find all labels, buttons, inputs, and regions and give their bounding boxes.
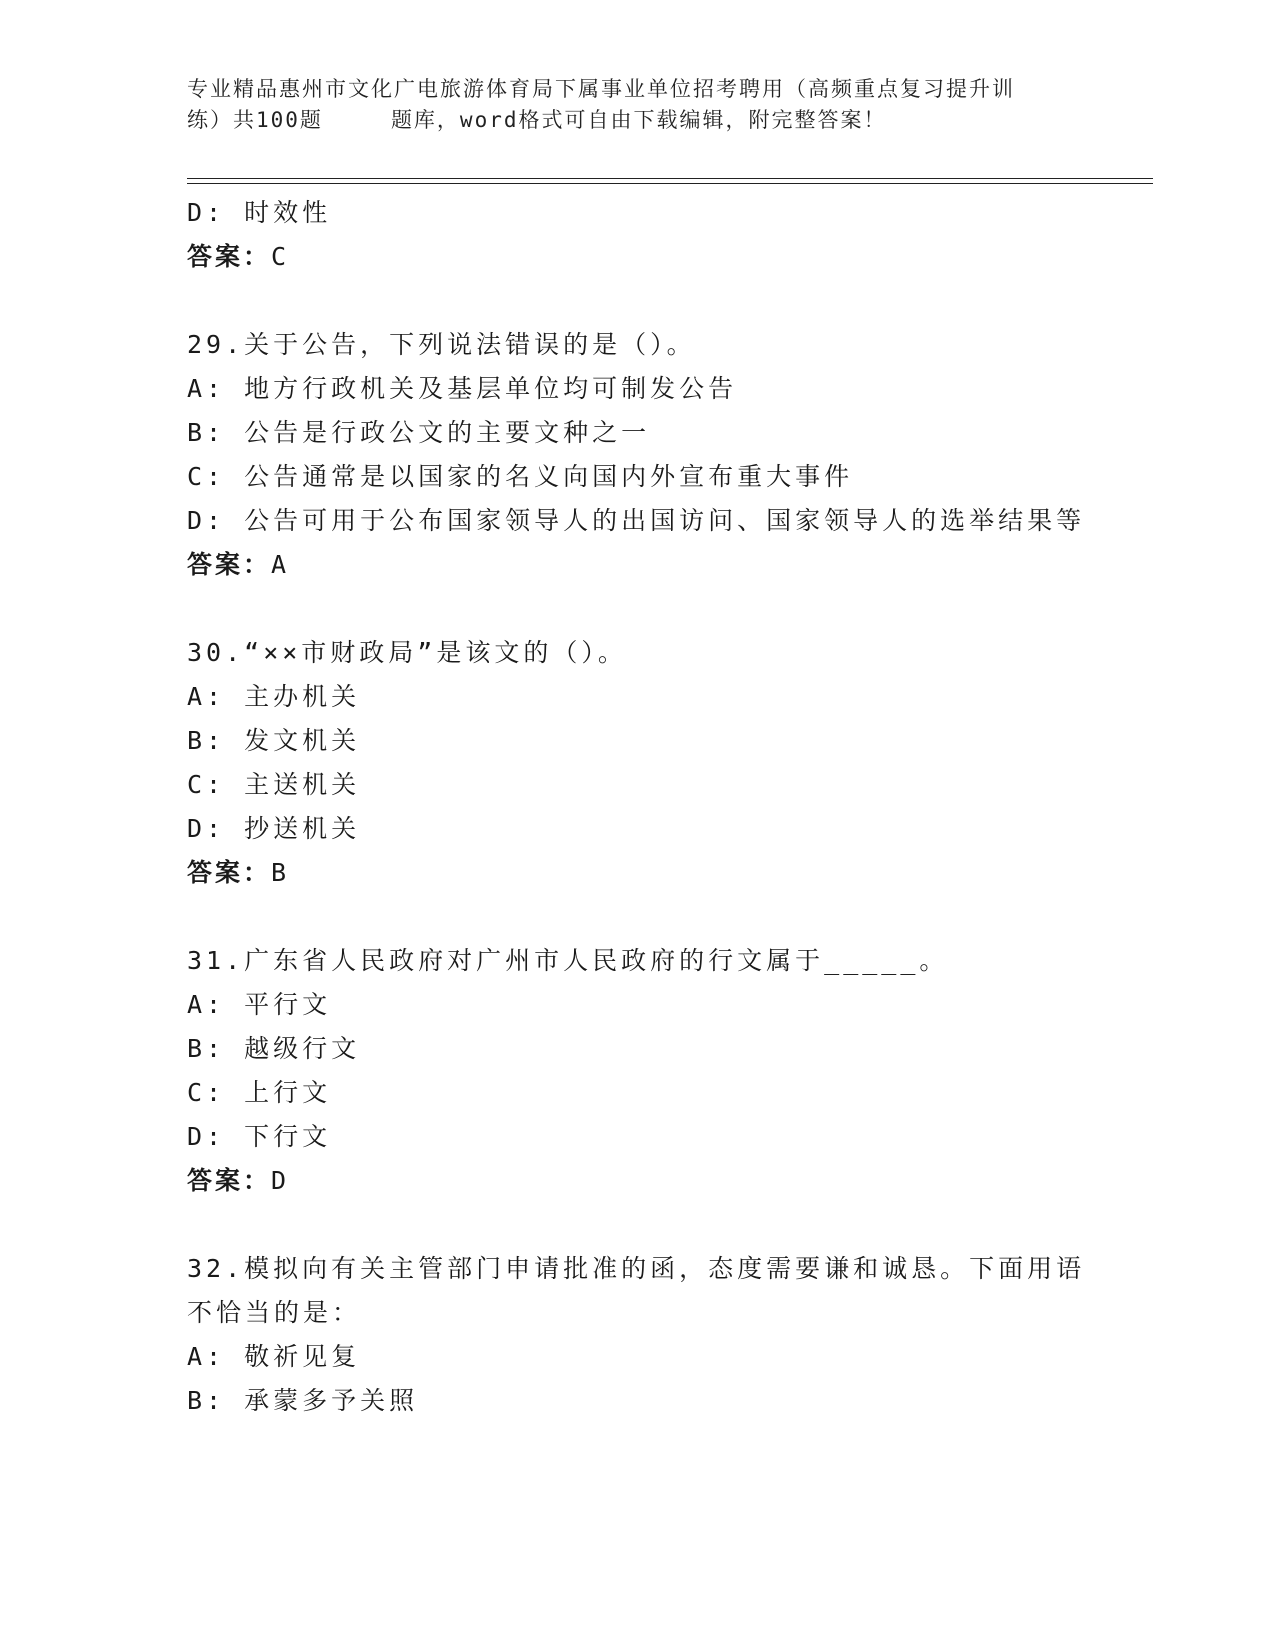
prev-answer-label: 答案： <box>187 242 272 271</box>
q29-option-b: B: 公告是行政公文的主要文种之一 <box>187 418 651 447</box>
q30-option-c: C: 主送机关 <box>187 770 361 799</box>
q30-option-d: D: 抄送机关 <box>187 814 361 843</box>
q29-option-c: C: 公告通常是以国家的名义向国内外宣布重大事件 <box>187 462 854 491</box>
header-line-1: 专业精品惠州市文化广电旅游体育局下属事业单位招考聘用（高频重点复习提升训 <box>187 77 1015 101</box>
q31-answer-value: D <box>271 1166 290 1195</box>
document-header <box>187 74 1087 136</box>
q31-answer-label: 答案： <box>187 1166 272 1195</box>
header-rule-top <box>187 178 1153 179</box>
q29-stem: 29.关于公告，下列说法错误的是（）。 <box>187 330 696 359</box>
q29-answer <box>187 545 289 581</box>
header-line-2-part-a: 练）共100题 <box>187 108 323 132</box>
header-line-2 <box>187 105 1087 136</box>
q30-option-b: B: 发文机关 <box>187 726 361 755</box>
q31-stem: 31.广东省人民政府对广州市人民政府的行文属于_____。 <box>187 946 949 975</box>
q31-option-b: B: 越级行文 <box>187 1034 361 1063</box>
prev-option-d: D: 时效性 <box>187 198 332 227</box>
q31-option-d: D: 下行文 <box>187 1122 332 1151</box>
q29-option-a: A: 地方行政机关及基层单位均可制发公告 <box>187 374 738 403</box>
prev-answer-value: C <box>271 242 290 271</box>
q30-answer-value: B <box>271 858 290 887</box>
header-line-2-part-b: 题库，word格式可自由下载编辑，附完整答案！ <box>390 108 887 132</box>
q31-option-a: A: 平行文 <box>187 990 332 1019</box>
q32-stem-line-2: 不恰当的是： <box>187 1298 362 1327</box>
header-rule-bottom <box>187 183 1153 184</box>
q32-option-a: A: 敬祈见复 <box>187 1342 361 1371</box>
prev-answer <box>187 237 289 273</box>
q32-option-b: B: 承蒙多予关照 <box>187 1386 419 1415</box>
q31-option-c: C: 上行文 <box>187 1078 332 1107</box>
q29-option-d: D: 公告可用于公布国家领导人的出国访问、国家领导人的选举结果等 <box>187 506 1086 535</box>
q32-stem-line-1: 32.模拟向有关主管部门申请批准的函，态度需要谦和诚恳。下面用语 <box>187 1254 1086 1283</box>
q30-answer <box>187 853 289 889</box>
q29-answer-value: A <box>271 550 290 579</box>
q30-stem: 30.“××市财政局”是该文的（）。 <box>187 638 627 667</box>
q31-answer <box>187 1161 289 1197</box>
q29-answer-label: 答案： <box>187 550 272 579</box>
q30-option-a: A: 主办机关 <box>187 682 361 711</box>
q30-answer-label: 答案： <box>187 858 272 887</box>
